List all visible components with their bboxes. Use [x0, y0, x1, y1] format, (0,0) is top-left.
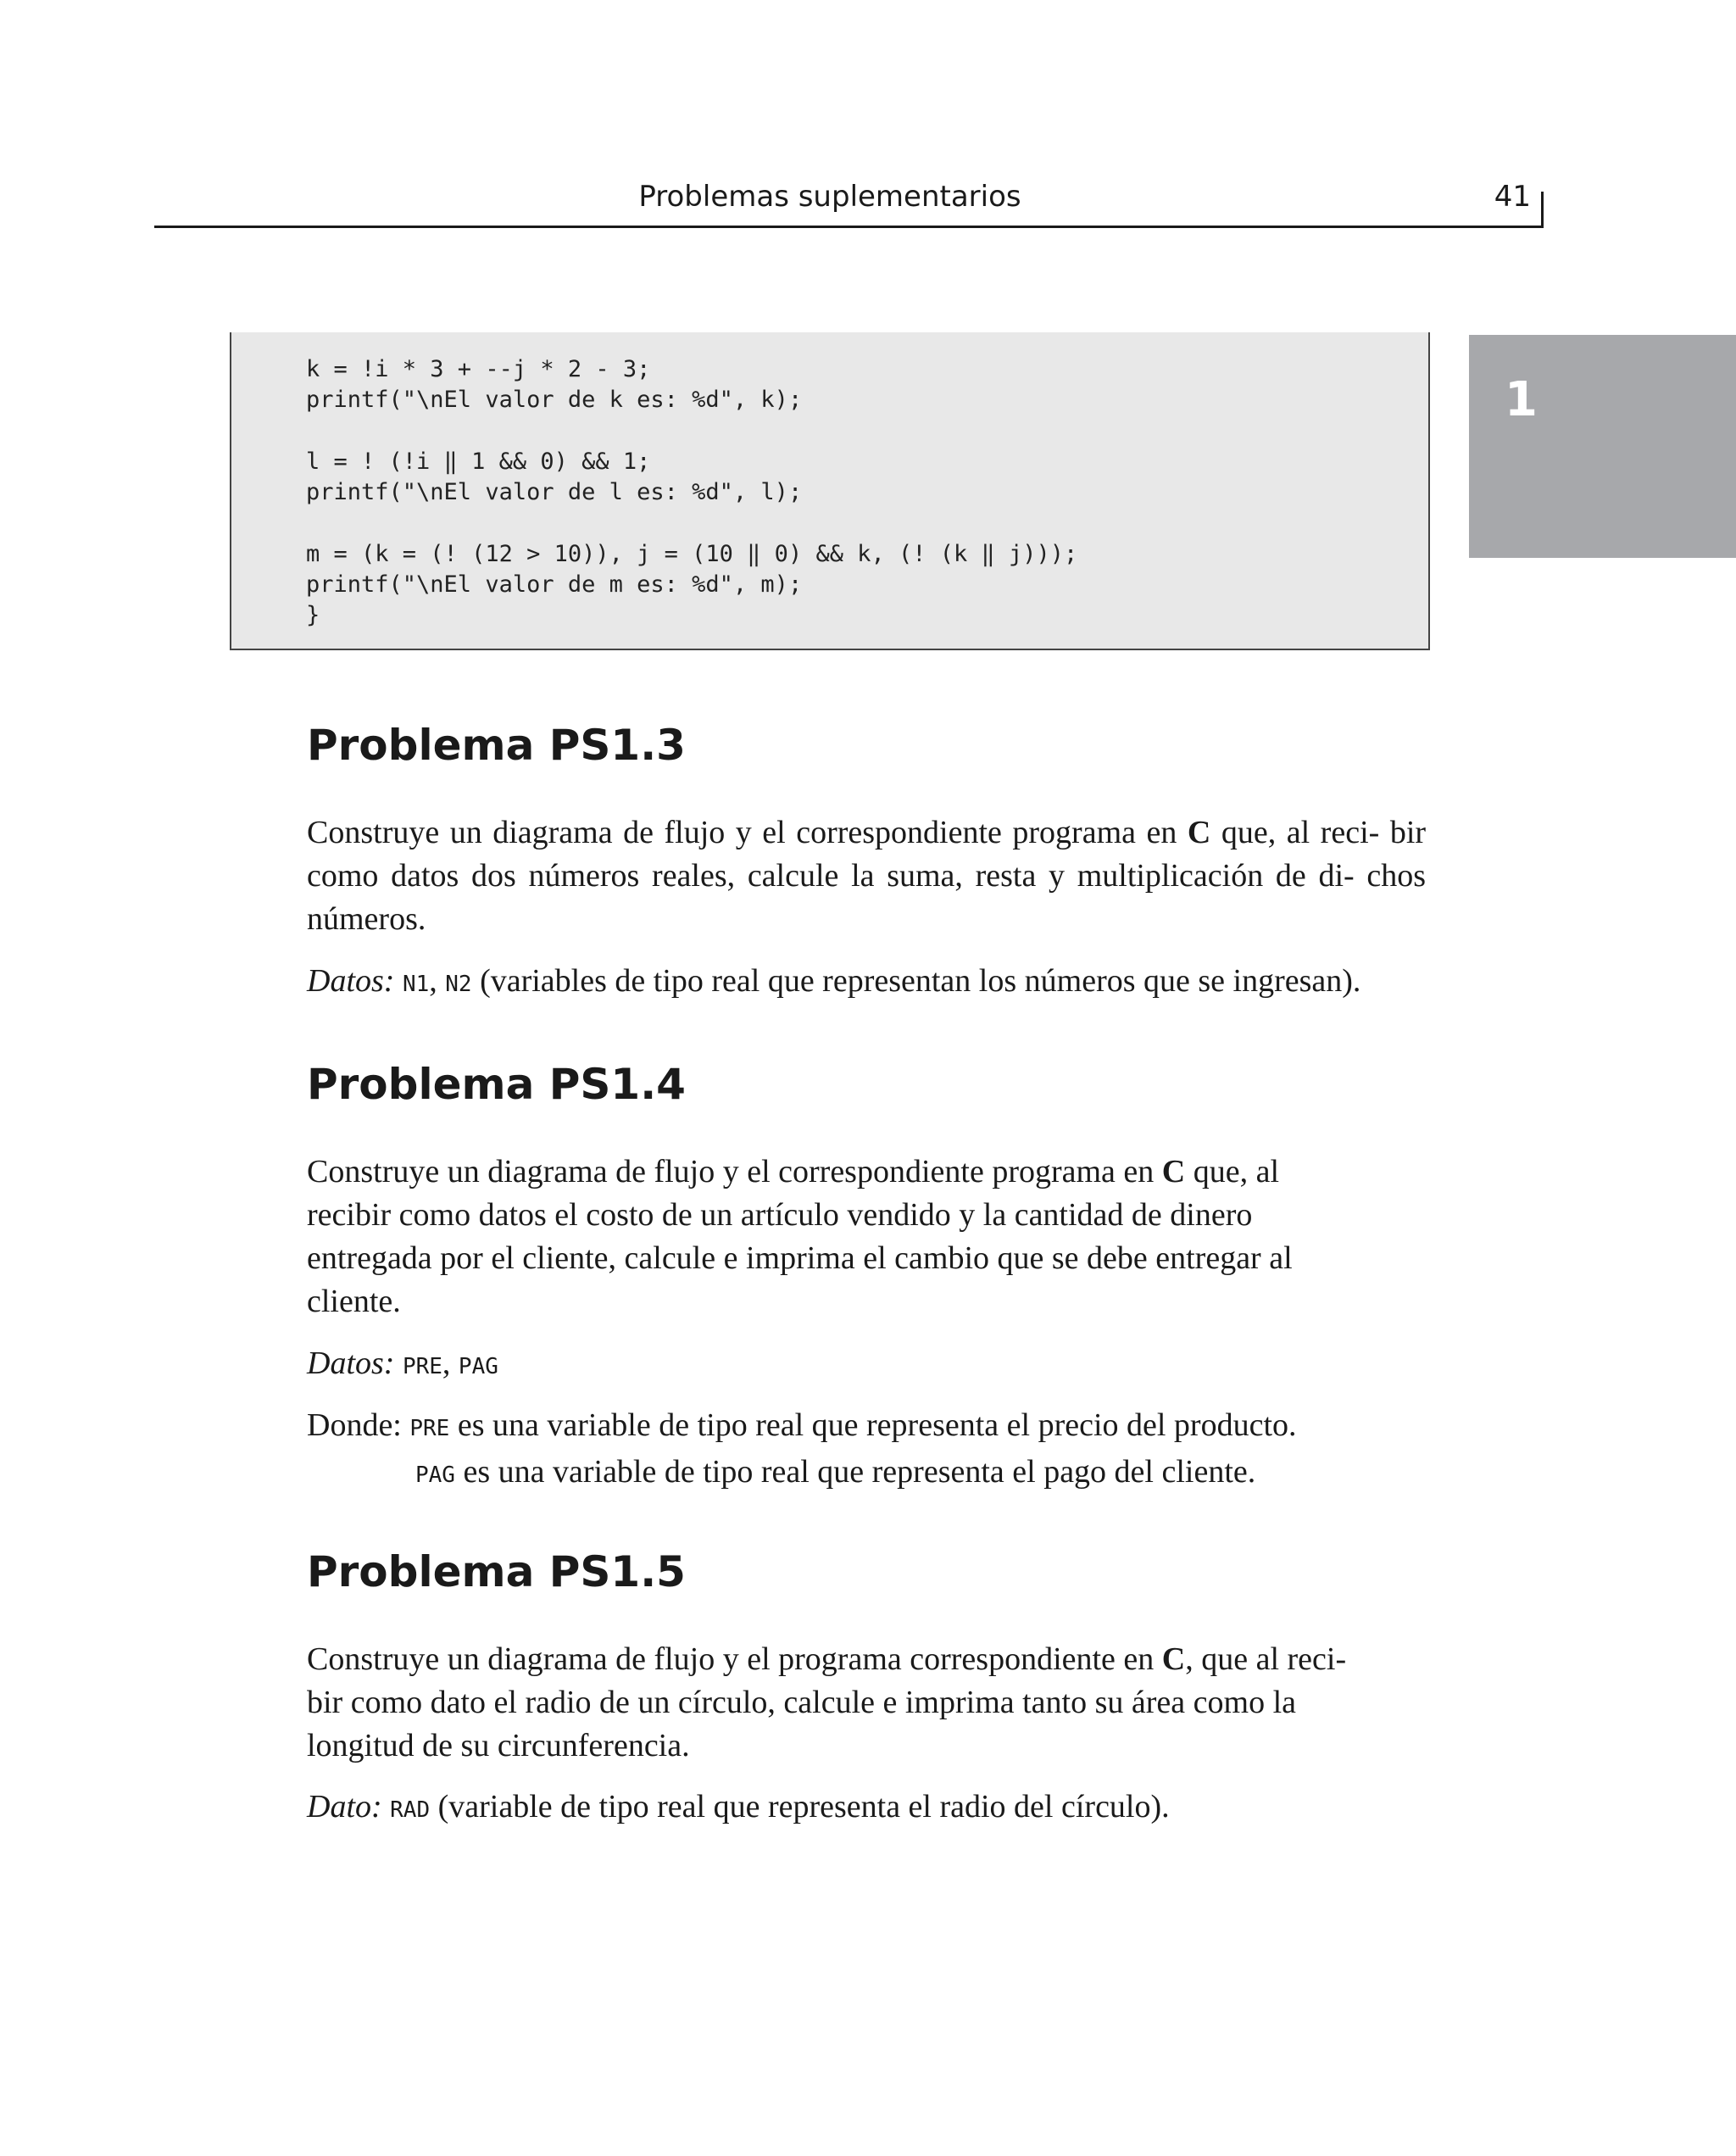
ps1-5-statement	[307, 1638, 1426, 1768]
problem-ps1-4	[307, 1060, 1426, 1109]
code-line: printf("\nEl valor de k es: %d", k);	[306, 387, 803, 413]
ps1-4-donde	[307, 1404, 1426, 1497]
running-header: Problemas suplementarios	[638, 180, 1021, 214]
paragraph: Construye un diagrama de flujo y el correspondiente programa en C que, al reci- bir como datos dos números reales, calcule la suma, resta y multiplicación de di- chos números.	[307, 815, 1427, 937]
code-line: k = !i * 3 + --j * 2 - 3;	[306, 356, 651, 382]
ps1-3-datos	[307, 960, 1426, 1006]
code-line: m = (k = (! (12 > 10)), j = (10 ‖ 0) && k, (! (k ‖ j)));	[306, 541, 1078, 567]
section-title: Problema PS1.5	[307, 1547, 686, 1596]
code-line: printf("\nEl valor de l es: %d", l);	[306, 479, 803, 505]
section-title: Problema PS1.4	[307, 1060, 686, 1109]
problem-ps1-5	[307, 1547, 1426, 1596]
paragraph: Construye un diagrama de flujo y el programa correspondiente en C, que al reci- bir como dato el radio de un círculo, calcule e imprima tanto su área como la longitud de su circunferencia.	[307, 1641, 1347, 1763]
code-line: }	[306, 602, 320, 628]
problem-ps1-3	[307, 721, 1426, 770]
page-number: 41	[1494, 180, 1531, 214]
header-rule	[154, 226, 1543, 228]
datos-line: Datos: N1, N2 (variables de tipo real que representan los números que se ingresan).	[307, 963, 1361, 999]
ps1-3-statement	[307, 811, 1426, 941]
ps1-5-dato	[307, 1786, 1426, 1832]
donde-line: Donde: PRE es una variable de tipo real que representa el precio del producto.	[307, 1407, 1297, 1443]
header-tick	[1541, 192, 1544, 228]
code-listing	[230, 332, 1430, 650]
chapter-number: 1	[1505, 372, 1538, 427]
donde-line: PAG es una variable de tipo real que representa el pago del cliente.	[415, 1454, 1256, 1490]
section-title: Problema PS1.3	[307, 721, 686, 770]
datos-line: Datos: PRE, PAG	[307, 1345, 498, 1381]
code-line: printf("\nEl valor de m es: %d", m);	[306, 571, 803, 598]
ps1-4-statement	[307, 1150, 1426, 1323]
paragraph: Construye un diagrama de flujo y el correspondiente programa en C que, al recibir como datos el costo de un artículo vendido y la cantidad de dinero entregada por el cliente, calcule e imprima el cambio que se debe entregar al cliente.	[307, 1154, 1293, 1319]
dato-line: Dato: RAD (variable de tipo real que representa el radio del círculo).	[307, 1789, 1170, 1825]
ps1-4-datos	[307, 1342, 1426, 1389]
code-line: l = ! (!i ‖ 1 && 0) && 1;	[306, 448, 651, 475]
chapter-tab	[1469, 335, 1736, 558]
